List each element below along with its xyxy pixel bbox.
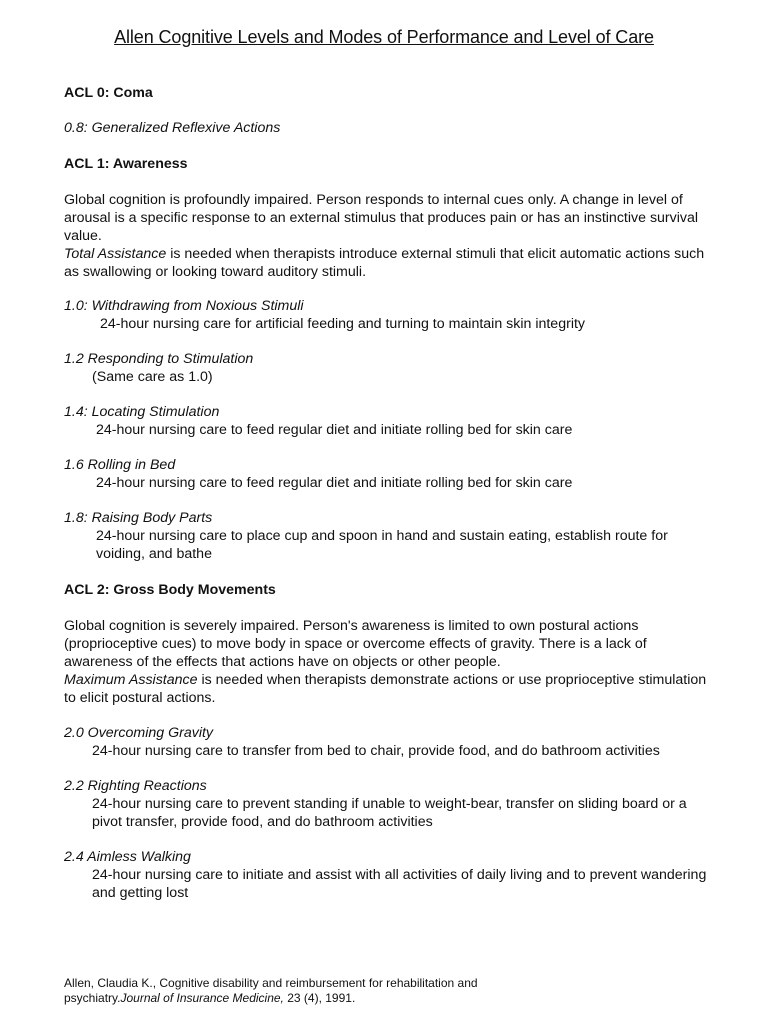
acl2-description: Global cognition is severely impaired. Person's awareness is limited to own postural actions (proprioceptive cues) to move body in space or overcome effects of gravity. There is a lack of awareness of the effects that actions have on objects or other people. <box>64 618 647 670</box>
mode-1-4-label: 1.4: Locating Stimulation <box>64 404 220 420</box>
acl1-assistance <box>64 245 714 281</box>
citation-line-2-start: psychiatry. <box>64 991 121 1005</box>
acl2-assistance-term: Maximum Assistance <box>64 672 198 688</box>
mode-1-8-label: 1.8: Raising Body Parts <box>64 510 213 526</box>
acl1-description: Global cognition is profoundly impaired. Person responds to internal cues only. A change in level of arousal is a specific response to an external stimulus that produces pain or has an instinctive survival value. <box>64 192 699 244</box>
citation-line-2-end: 23 (4), 1991. <box>283 991 356 1005</box>
acl0-heading: ACL 0: Coma <box>64 85 153 101</box>
acl1-assistance-text: is needed when therapists introduce external stimuli that elicit automatic actions such as swallowing or looking toward auditory stimuli. <box>64 246 705 280</box>
document-title: Allen Cognitive Levels and Modes of Performance and Level of Care <box>114 27 654 47</box>
acl2-heading: ACL 2: Gross Body Movements <box>64 582 276 598</box>
document-body <box>64 84 714 902</box>
mode-2-0-care: 24-hour nursing care to transfer from bed to chair, provide food, and do bathroom activities <box>92 743 660 759</box>
acl1-assistance-term: Total Assistance <box>64 246 167 262</box>
mode-1-0-label: 1.0: Withdrawing from Noxious Stimuli <box>64 298 304 314</box>
citation-line-1: Allen, Claudia K., Cognitive disability and reimbursement for rehabilitation and <box>64 976 478 990</box>
mode-1-2-care: (Same care as 1.0) <box>92 369 213 385</box>
mode-1-2-label: 1.2 Responding to Stimulation <box>64 351 254 367</box>
acl2-assistance-text: is needed when therapists demonstrate actions or use proprioceptive stimulation to elicit postural actions. <box>64 672 707 706</box>
mode-2-4-care: 24-hour nursing care to initiate and assist with all activities of daily living and to prevent wandering and getting lost <box>92 867 707 901</box>
mode-0-8-label: 0.8: Generalized Reflexive Actions <box>64 120 281 136</box>
mode-1-4-care: 24-hour nursing care to feed regular diet and initiate rolling bed for skin care <box>96 422 573 438</box>
mode-2-2-label: 2.2 Righting Reactions <box>64 778 207 794</box>
citation-line-2 <box>64 991 724 1006</box>
mode-2-4-label: 2.4 Aimless Walking <box>64 849 191 865</box>
mode-2-0-label: 2.0 Overcoming Gravity <box>64 725 214 741</box>
citation-journal: Journal of Insurance Medicine, <box>120 991 284 1005</box>
mode-1-0-care: 24-hour nursing care for artificial feeding and turning to maintain skin integrity <box>100 316 586 332</box>
mode-1-6-care: 24-hour nursing care to feed regular diet and initiate rolling bed for skin care <box>96 475 573 491</box>
mode-1-8-care: 24-hour nursing care to place cup and spoon in hand and sustain eating, establish route for voiding, and bathe <box>96 528 668 562</box>
mode-1-6-label: 1.6 Rolling in Bed <box>64 457 176 473</box>
acl1-heading: ACL 1: Awareness <box>64 156 188 172</box>
mode-2-2-care: 24-hour nursing care to prevent standing if unable to weight-bear, transfer on sliding board or a pivot transfer, provide food, and do bathroom activities <box>92 796 687 830</box>
citation-footer <box>64 976 724 1006</box>
acl2-assistance <box>64 671 714 707</box>
